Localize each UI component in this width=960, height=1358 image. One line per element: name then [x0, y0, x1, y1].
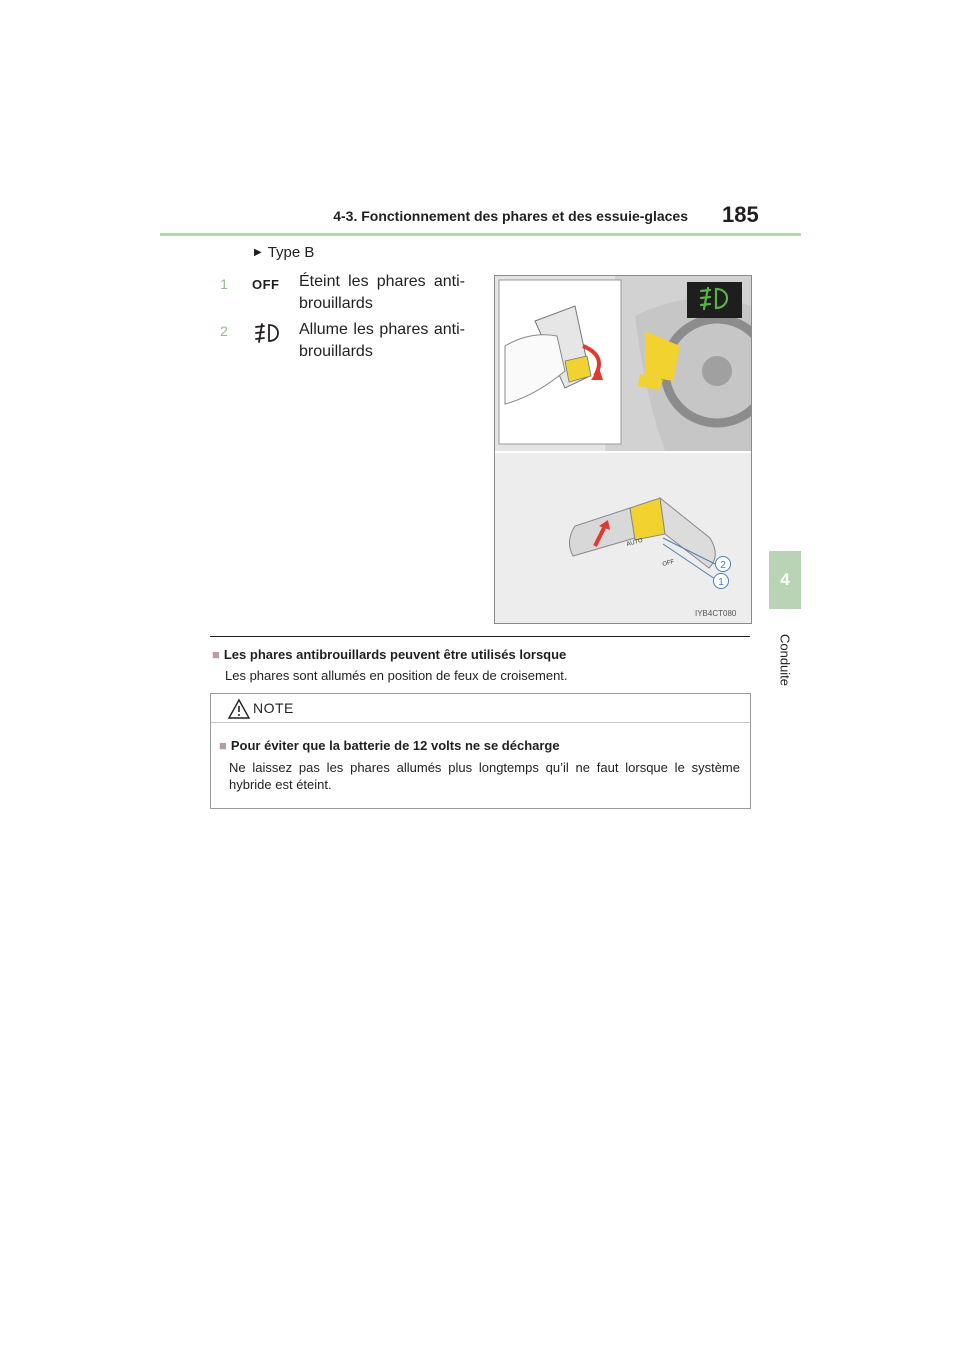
chapter-label: Conduite	[777, 633, 793, 687]
switch-label-off: OFF	[661, 559, 676, 568]
note-header-bar	[211, 694, 750, 723]
warning-triangle-icon	[227, 698, 251, 720]
figure-illustration	[495, 276, 751, 623]
type-label	[254, 244, 314, 261]
page-number: 185	[722, 202, 759, 227]
item-text-2	[299, 319, 465, 363]
note-heading-text: Pour éviter que la batterie de 12 volts ne se décharge	[230, 738, 560, 753]
section-rule	[210, 636, 750, 637]
note-heading	[219, 738, 560, 753]
note-body: Ne laissez pas les phares allumés plus longtemps qu’il ne faut lorsque le système hybride est éteint.	[229, 760, 740, 792]
note-box	[210, 693, 751, 809]
switch-label-auto: AUTO	[625, 537, 644, 548]
item-text-2-line2: brouillards	[299, 343, 373, 360]
section-heading-text: Les phares antibrouillards peuvent être utilisés lorsque	[223, 647, 567, 662]
callout-1: 1	[718, 577, 724, 588]
note-title: NOTE	[253, 700, 294, 716]
chapter-tab[interactable]	[769, 551, 801, 609]
section-heading	[212, 647, 566, 662]
chapter-label-wrap	[772, 620, 798, 700]
figure-code: IYB4CT080	[695, 609, 737, 618]
header-section-title: 4-3. Fonctionnement des phares et des essuie-glaces	[333, 208, 688, 224]
chapter-number: 4	[780, 570, 790, 589]
type-label-text: Type B	[267, 244, 315, 261]
fog-light-switch-figure	[494, 275, 752, 624]
section-body: Les phares sont allumés en position de feux de croisement.	[225, 668, 568, 683]
item-text-1-line2: brouillards	[299, 295, 373, 312]
item-text-1-line1: Éteint les phares anti-	[299, 273, 465, 290]
off-symbol: OFF	[252, 277, 280, 292]
item-number-1: 1	[220, 276, 228, 292]
square-bullet-icon: ■	[219, 738, 227, 753]
header-rule	[160, 233, 801, 236]
square-bullet-icon: ■	[212, 647, 220, 662]
callout-2: 2	[720, 560, 726, 571]
item-text-2-line1: Allume les phares anti-	[299, 321, 465, 338]
triangle-bullet-icon: ▶	[254, 247, 262, 258]
item-number-2: 2	[220, 323, 228, 339]
item-text-1	[299, 271, 465, 315]
fog-light-icon	[254, 322, 280, 344]
